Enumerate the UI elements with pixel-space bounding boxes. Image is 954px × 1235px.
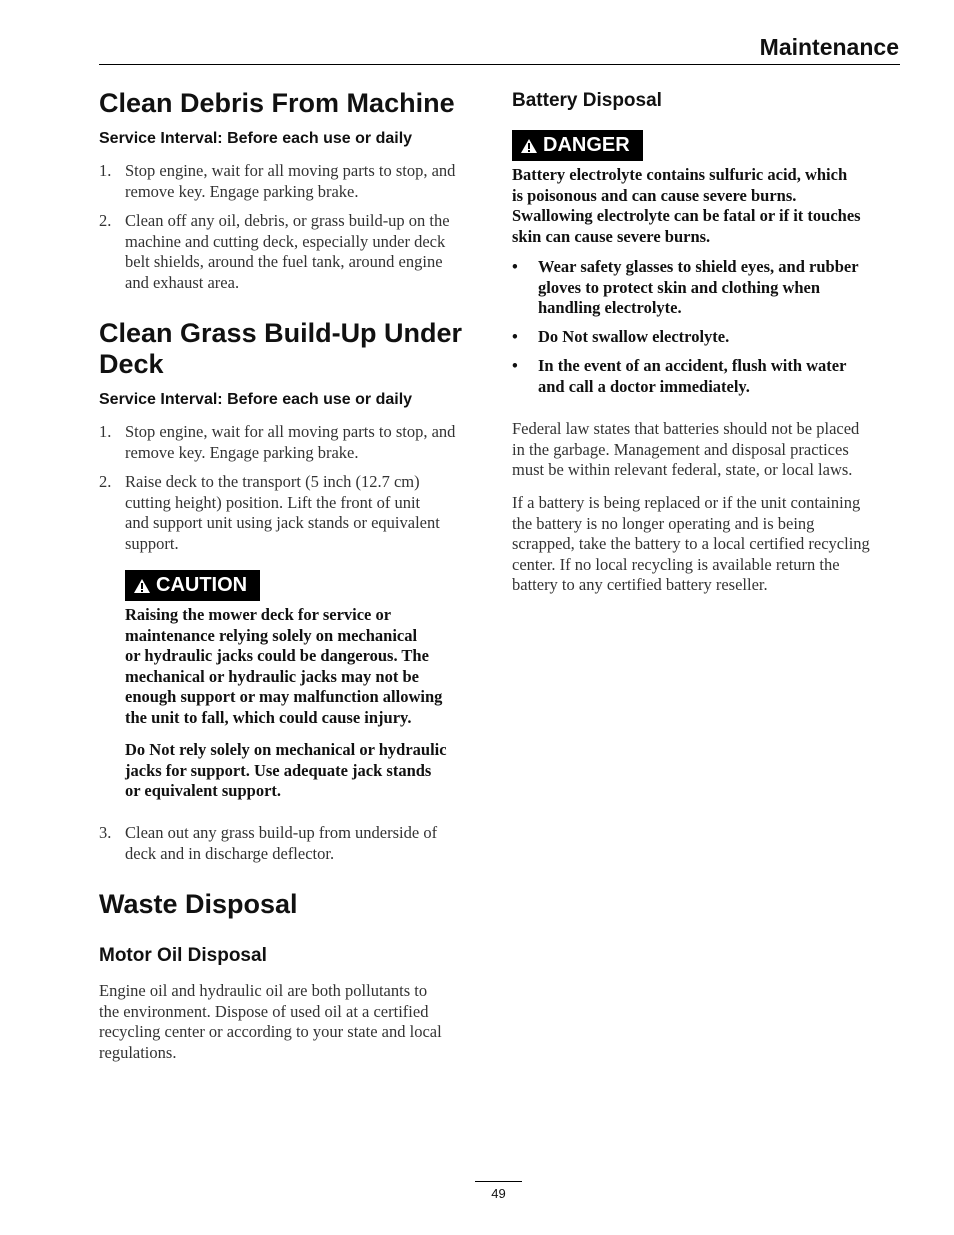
text-line: skin can cause severe burns. bbox=[512, 226, 711, 246]
danger-paragraph bbox=[512, 165, 904, 247]
step-line: and support unit using jack stands or equivalent bbox=[125, 513, 440, 533]
bullet-dot: • bbox=[512, 356, 518, 375]
header-divider bbox=[99, 64, 900, 65]
text-line: is poisonous and can cause severe burns. bbox=[512, 185, 797, 205]
warning-triangle-icon bbox=[133, 578, 151, 594]
text-line: handling electrolyte. bbox=[538, 298, 682, 318]
text-line: maintenance relying solely on mechanical bbox=[125, 625, 418, 645]
text-line: scrapped, take the battery to a local certified recycling bbox=[512, 534, 870, 554]
heading-waste-disposal: Waste Disposal bbox=[99, 889, 298, 919]
text-line: Engine oil and hydraulic oil are both pollutants to bbox=[99, 981, 428, 1000]
text-line: enough support or may malfunction allowing bbox=[125, 687, 443, 707]
step-line: Clean off any oil, debris, or grass build-up on the bbox=[125, 211, 450, 230]
service-interval: Service Interval: Before each use or daily bbox=[99, 130, 413, 147]
text-line: in the garbage. Management and disposal practices bbox=[512, 439, 849, 459]
step-line: cutting height) position. Lift the front of unit bbox=[125, 492, 421, 512]
heading-clean-debris: Clean Debris From Machine bbox=[99, 88, 455, 118]
text-line: must be within relevant federal, state, or local laws. bbox=[512, 460, 853, 480]
bullet-dot: • bbox=[512, 257, 518, 276]
text-line: Swallowing electrolyte can be fatal or if it touches bbox=[512, 206, 861, 226]
text-line: recycling center or according to your state and local bbox=[99, 1022, 442, 1042]
step-line: remove key. Engage parking brake. bbox=[125, 181, 359, 201]
footer-divider bbox=[475, 1181, 522, 1182]
text-line: Federal law states that batteries should not be placed bbox=[512, 419, 860, 438]
step-line: Stop engine, wait for all moving parts to stop, and bbox=[125, 422, 456, 441]
step-line: remove key. Engage parking brake. bbox=[125, 442, 359, 462]
text-line: If a battery is being replaced or if the unit containing bbox=[512, 493, 861, 512]
step-number: 3. bbox=[99, 823, 112, 842]
caution-badge bbox=[125, 570, 260, 601]
text-line: mechanical or hydraulic jacks may not be bbox=[125, 666, 419, 686]
step-line: machine and cutting deck, especially under deck bbox=[125, 231, 446, 251]
step-number: 1. bbox=[99, 422, 112, 441]
step-line: Stop engine, wait for all moving parts to stop, and bbox=[125, 161, 456, 180]
text-line: regulations. bbox=[99, 1042, 177, 1062]
heading-line: Deck bbox=[99, 349, 164, 379]
text-line: or equivalent support. bbox=[125, 781, 282, 801]
heading-battery-disposal: Battery Disposal bbox=[512, 90, 662, 111]
text-line: In the event of an accident, flush with water bbox=[538, 356, 847, 375]
page-number: 49 bbox=[491, 1186, 506, 1201]
federal-law-paragraph bbox=[512, 419, 904, 481]
danger-badge bbox=[512, 130, 643, 161]
text-line: Wear safety glasses to shield eyes, and rubber bbox=[538, 257, 859, 276]
text-line: the battery is no longer operating and is being bbox=[512, 513, 815, 533]
text-line: Battery electrolyte contains sulfuric acid, which bbox=[512, 165, 848, 184]
bullet-dot: • bbox=[512, 327, 518, 346]
text-line: or hydraulic jacks could be dangerous. The bbox=[125, 646, 429, 666]
step-line: Raise deck to the transport (5 inch (12.7 cm) bbox=[125, 472, 420, 491]
step-number: 2. bbox=[99, 211, 112, 230]
battery-replace-paragraph bbox=[512, 493, 904, 596]
text-line: battery to any certified battery reseller. bbox=[512, 575, 768, 595]
text-line: the environment. Dispose of used oil at a certified bbox=[99, 1001, 429, 1021]
step-line: and exhaust area. bbox=[125, 272, 240, 292]
heading-motor-oil: Motor Oil Disposal bbox=[99, 945, 267, 966]
text-line: Do Not swallow electrolyte. bbox=[538, 327, 730, 346]
step-line: support. bbox=[125, 533, 179, 553]
warning-triangle-icon bbox=[520, 138, 538, 154]
caution-label: CAUTION bbox=[156, 574, 248, 596]
step-line: Clean out any grass build-up from underside of bbox=[125, 823, 438, 842]
step-number: 2. bbox=[99, 472, 112, 491]
text-line: gloves to protect skin and clothing when bbox=[538, 277, 821, 297]
text-line: Raising the mower deck for service or bbox=[125, 605, 392, 624]
text-line: and call a doctor immediately. bbox=[538, 376, 750, 396]
heading-line: Clean Grass Build-Up Under bbox=[99, 318, 463, 348]
caution-paragraph bbox=[125, 605, 495, 729]
text-line: center. If no local recycling is available return the bbox=[512, 554, 840, 574]
section-title: Maintenance bbox=[759, 34, 899, 60]
service-interval: Service Interval: Before each use or daily bbox=[99, 391, 413, 408]
text-line: the unit to fall, which could cause injury. bbox=[125, 707, 412, 727]
step-number: 1. bbox=[99, 161, 112, 180]
text-line: Do Not rely solely on mechanical or hydraulic bbox=[125, 740, 447, 759]
danger-label: DANGER bbox=[543, 134, 630, 156]
caution-paragraph bbox=[125, 740, 495, 802]
step-line: belt shields, around the fuel tank, around engine bbox=[125, 252, 443, 272]
heading-clean-grass bbox=[99, 318, 462, 380]
motor-oil-paragraph bbox=[99, 981, 489, 1063]
text-line: jacks for support. Use adequate jack stands bbox=[125, 760, 432, 780]
step-line: deck and in discharge deflector. bbox=[125, 843, 335, 863]
